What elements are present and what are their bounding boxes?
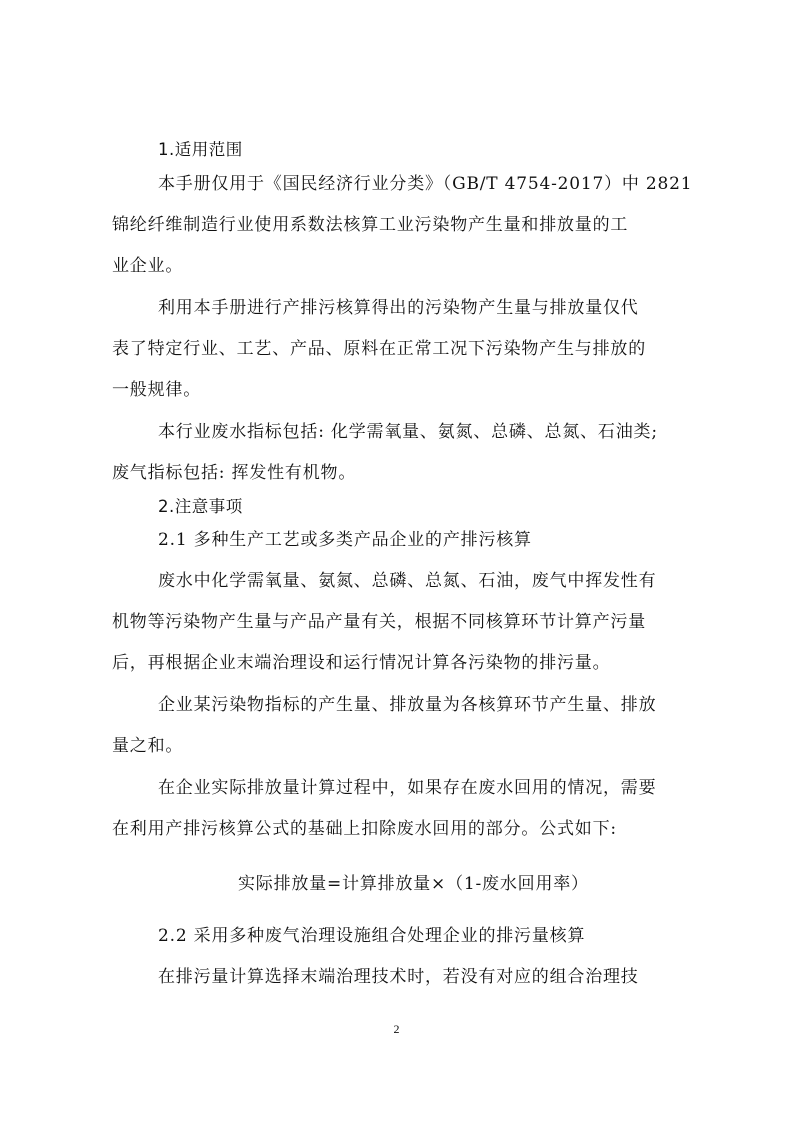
section-1-para-3-line-1: 本行业废水指标包括: 化学需氧量、氨氮、总磷、总氮、石油类; [158, 422, 658, 442]
section-2-heading: 2.注意事项 [158, 497, 243, 516]
section-1-para-3-line-2: 废气指标包括: 挥发性有机物。 [112, 463, 357, 483]
section-1-para-1-line-2: 锦纶纤维制造行业使用系数法核算工业污染物产生量和排放量的工 [112, 215, 629, 235]
section-2-para-1-line-1: 废水中化学需氧量、氨氮、总磷、总氮、石油，废气中挥发性有 [158, 571, 657, 591]
section-1-heading: 1.适用范围 [158, 140, 243, 159]
section-1-para-1-line-3: 业企业。 [112, 256, 184, 276]
section-2-para-1-line-3: 后，再根据企业末端治理设和运行情况计算各污染物的排污量。 [112, 653, 611, 673]
section-2-1-heading: 2.1 多种生产工艺或多类产品企业的产排污核算 [158, 530, 532, 550]
section-1-para-2-line-3: 一般规律。 [112, 380, 201, 400]
section-2-para-4-line-1: 在排污量计算选择末端治理技术时，若没有对应的组合治理技 [158, 967, 639, 987]
section-1-para-1-line-1: 本手册仅用于《国民经济行业分类》（GB/T 4754-2017）中 2821 [158, 174, 693, 194]
formula: 实际排放量=计算排放量×（1-废水回用率） [238, 874, 589, 894]
section-2-para-2-line-2: 量之和。 [112, 736, 184, 756]
section-1-para-2-line-1: 利用本手册进行产排污核算得出的污染物产生量与排放量仅代 [158, 298, 639, 318]
section-1-para-2-line-2: 表了特定行业、工艺、产品、原料在正常工况下污染物产生与排放的 [112, 339, 646, 359]
page-number: 2 [393, 1022, 400, 1036]
section-2-para-1-line-2: 机物等污染物产生量与产品产量有关，根据不同核算环节计算产污量 [112, 612, 646, 632]
section-2-2-heading: 2.2 采用多种废气治理设施组合处理企业的排污量核算 [158, 926, 586, 946]
section-2-para-3-line-1: 在企业实际排放量计算过程中，如果存在废水回用的情况，需要 [158, 778, 657, 798]
section-2-para-2-line-1: 企业某污染物指标的产生量、排放量为各核算环节产生量、排放 [158, 695, 657, 715]
section-2-para-3-line-2: 在利用产排污核算公式的基础上扣除废水回用的部分。公式如下: [112, 819, 617, 839]
